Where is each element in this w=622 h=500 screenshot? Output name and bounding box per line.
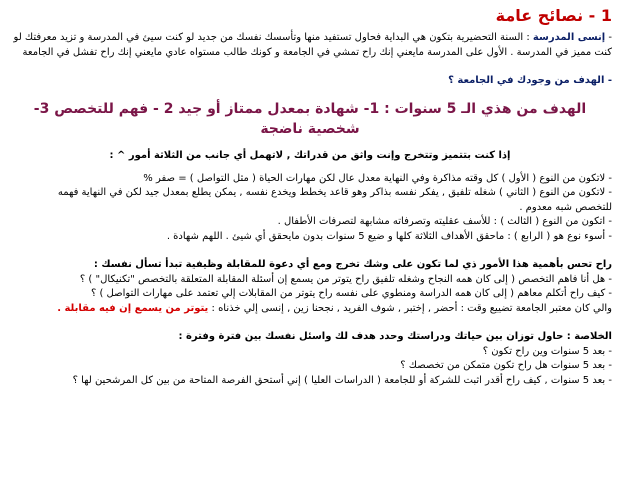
interview-q3: والي كان معتبر الجامعة تضييع وقت : أحضر , إختبر , شوف الفريد , نجحنا زين , إنسى إلي خذناه : يتوتر من يسمع إن فيه مقابلة .: [57, 302, 612, 314]
intro-paragraph: [8, 31, 612, 60]
type-second: - لاتكون من النوع ( الثاني ) شغله تلفيق , يفكر نفسه بذاكر وهو قاعد يخطط ويخدع نفسه , يمكن يطلع بمعدل جيد لكن في النهاية فهمه: [8, 186, 612, 201]
summary-item-1: - بعد 5 سنوات وين راح تكون ؟: [8, 345, 612, 360]
summary-item-2: - بعد 5 سنوات هل راح تكون متمكن من تخصصك ؟: [8, 359, 612, 374]
type-first: - لاتكون من النوع ( الأول ) كل وقته مذاكرة وفي النهاية معدل عال لكن مهارات الحياة ( مثل التواصل ) = صفر %: [8, 172, 612, 187]
interview-lead: راح تحس بأهمية هذا الأمور ذي لما تكون على وشك تخرج ومع أي دعوة للمقابلة وظيفية تبدأ تسأل نفسك :: [93, 259, 612, 271]
type-third: - اتكون من النوع ( الثالث ) : للأسف عقليته وتصرفاته مشابهة لتصرفات الأطفال .: [8, 215, 612, 230]
type-second-cont: للتخصص شبه معدوم .: [519, 201, 612, 213]
interview-q3-warning: يتوتر من يسمع إن فيه مقابلة .: [57, 302, 209, 314]
summary-item-3: - بعد 5 سنوات , كيف راح أقدر اثبت للشركة أو للجامعة ( الدراسات العليا ) إني أستحق الفرصة المتاحة من بين كل المرشحين لها ؟: [8, 374, 612, 389]
type-fourth: - أسوء نوع هو ( الرابع ) : ماحقق الأهداف الثلاثة كلها و ضيع 5 سنوات بدون مايحقق أي شيئ . اللهم شهادة .: [8, 230, 612, 245]
balance-line: إذا كنت بتتميز وتتخرج وإنت واثق من قدراتك , لاتهمل أي جانب من الثلاثة أمور ^ :: [109, 150, 511, 162]
goals-heading: الهدف من هذي الـ 5 سنوات : 1- شهادة بمعدل ممتاز أو جيد 2 - فهم للتخصص 3- شخصية ناضجة: [33, 100, 587, 137]
interview-q2: - كيف راح أتكلم معاهم ( إلى كان همه الدراسة ومنطوي على نفسه راح يتوتر من المقابلات إلي تعتمد على مهارات التواصل ) ؟: [8, 287, 612, 302]
interview-questions: [8, 273, 612, 317]
intro-line-1: : السنة التحضيرية بتكون هي البداية فحاول تستفيد منها وتأسسك نفسك من جديد لو كنت سيئ في المدرسة و تزيد معرفتك لو: [13, 32, 530, 44]
interview-q1: - هل أنا فاهم التخصص ( إلى كان همه النجاح وشغله تلفيق راح يتوتر من يسمع إن أسئلة المقابلة المتعلقة بالتخصص "تكنيكال" ) ؟: [8, 273, 612, 288]
intro-lead: إنسى المدرسة: [532, 32, 606, 44]
student-types-list: [8, 172, 612, 245]
purpose-question: - الهدف من وجودك في الجامعة ؟: [448, 75, 612, 87]
summary-lead: الخلاصة : حاول توزان بين حياتك ودراستك وحدد هدف لك واسئل نفسك بين فترة وفترة :: [178, 331, 612, 343]
intro-line-2: كنت مميز في المدرسة . الأول على المدرسة مايعني إنك راح تمشي في الجامعة و كونك طالب مستواه عادي مايعني إنك راح تفشل في الجامعة: [22, 46, 612, 58]
section-title: 1 - نصائح عامة: [495, 6, 612, 25]
summary-list: [8, 345, 612, 389]
